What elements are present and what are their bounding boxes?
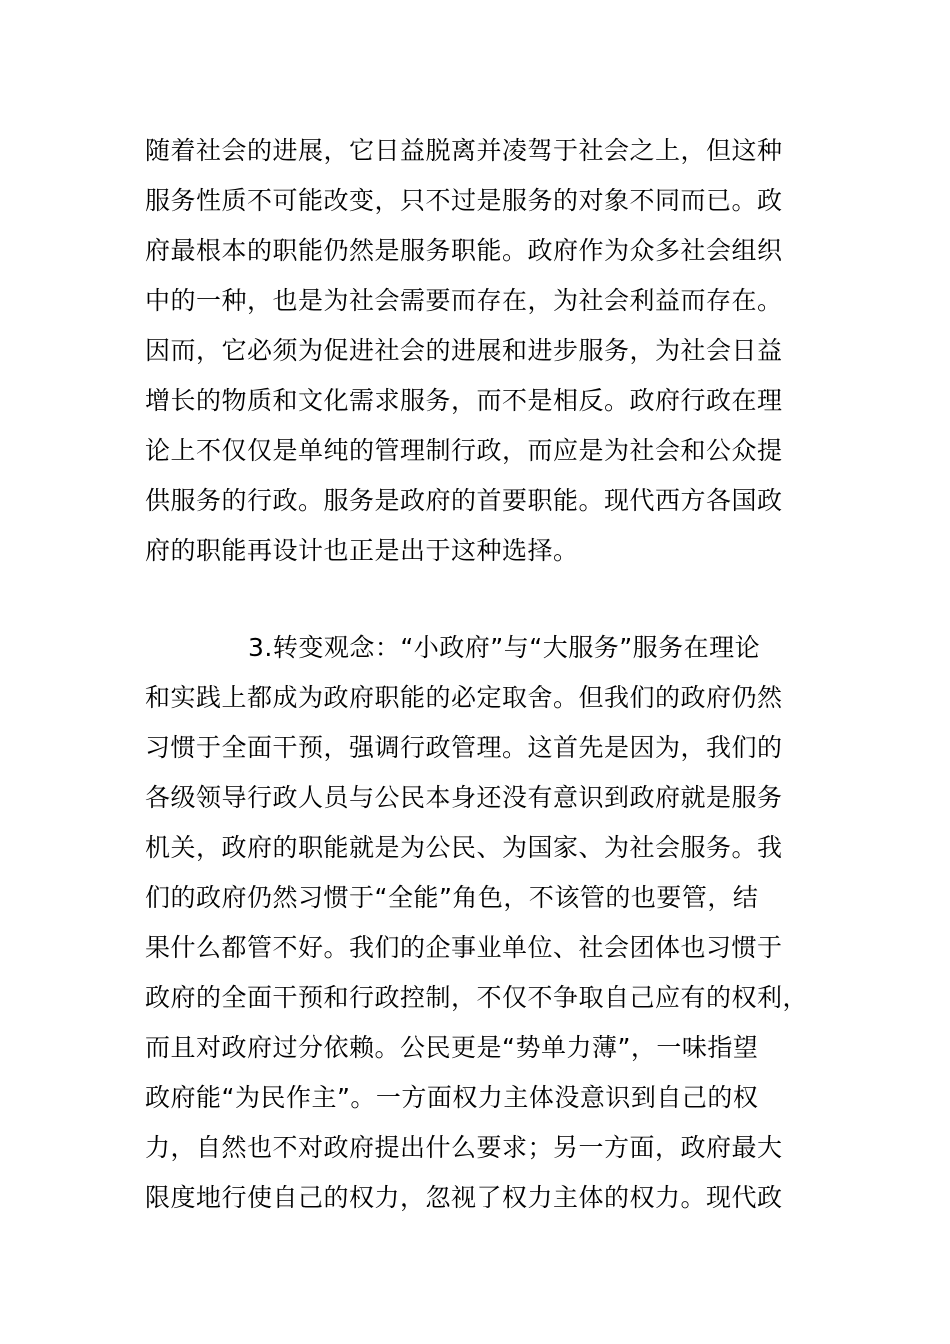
- text-line: 服务性质不可能改变，只不过是服务的对象不同而已。政: [145, 186, 783, 215]
- text-line: 论上不仅仅是单纯的管理制行政，而应是为社会和公众提: [145, 436, 783, 465]
- text-line: 力，自然也不对政府提出什么要求；另一方面，政府最大: [145, 1133, 783, 1162]
- text-line: 3.转变观念：“小政府”与“大服务”服务在理论: [248, 633, 761, 662]
- text-line: 随着社会的进展，它日益脱离并凌驾于社会之上，但这种: [145, 136, 783, 165]
- text-line: 中的一种，也是为社会需要而存在，为社会利益而存在。: [145, 286, 783, 315]
- text-line: 们的政府仍然习惯于“全能”角色，不该管的也要管，结: [145, 883, 759, 912]
- text-line: 限度地行使自己的权力，忽视了权力主体的权力。现代政: [145, 1183, 783, 1212]
- text-line: 政府能“为民作主”。一方面权力主体没意识到自己的权: [145, 1083, 759, 1112]
- text-line: 和实践上都成为政府职能的必定取舍。但我们的政府仍然: [145, 683, 783, 712]
- text-line: 供服务的行政。服务是政府的首要职能。现代西方各国政: [145, 486, 783, 515]
- text-line: 各级领导行政人员与公民本身还没有意识到政府就是服务: [145, 783, 783, 812]
- text-line: 府最根本的职能仍然是服务职能。政府作为众多社会组织: [145, 236, 783, 265]
- text-line: 增长的物质和文化需求服务，而不是相反。政府行政在理: [145, 386, 783, 415]
- text-line: 因而，它必须为促进社会的进展和进步服务，为社会日益: [145, 336, 783, 365]
- text-line: 而且对政府过分依赖。公民更是“势单力薄”，一味指望: [145, 1033, 759, 1062]
- text-line: 府的职能再设计也正是出于这种选择。: [145, 536, 579, 565]
- text-line: 政府的全面干预和行政控制，不仅不争取自己应有的权利，: [145, 983, 809, 1012]
- text-line: 机关，政府的职能就是为公民、为国家、为社会服务。我: [145, 833, 783, 862]
- text-line: 习惯于全面干预，强调行政管理。这首先是因为，我们的: [145, 733, 783, 762]
- text-line: 果什么都管不好。我们的企事业单位、社会团体也习惯于: [145, 933, 783, 962]
